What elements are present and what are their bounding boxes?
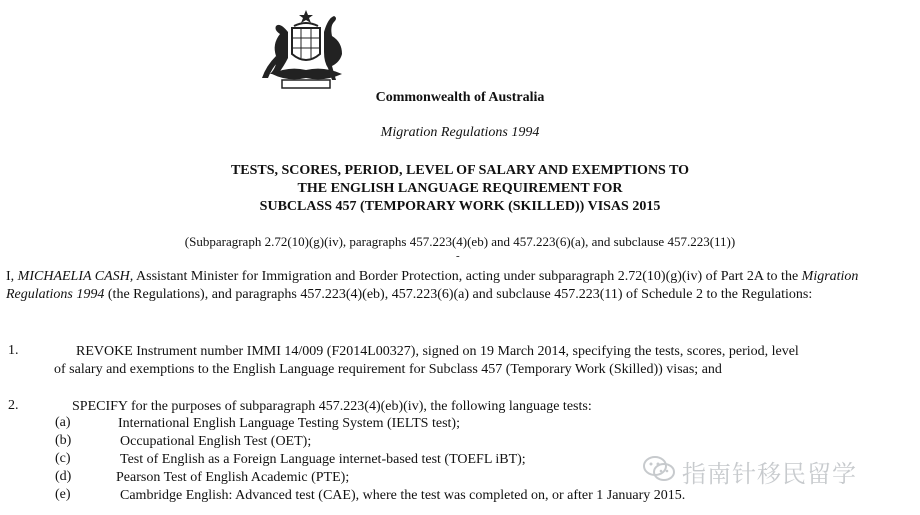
item-1-line-2: of salary and exemptions to the English Language requirement for Subclass 457 (Temporary Work (Skilled)) visas; and (54, 362, 722, 377)
wechat-icon (642, 455, 676, 488)
heading-line-2: THE ENGLISH LANGUAGE REQUIREMENT FOR (297, 181, 623, 196)
subitem-label-c: (c) (55, 451, 71, 466)
subitem-text-d: Pearson Test of English Academic (PTE); (116, 470, 350, 485)
heading-line-1: TESTS, SCORES, PERIOD, LEVEL OF SALARY AND EXEMPTIONS TO (230, 163, 690, 178)
authority-subparagraph: (Subparagraph 2.72(10)(g)(iv), paragraphs 457.223(4)(eb) and 457.223(6)(a), and subclause 457.223(11)) (184, 234, 736, 249)
regulation-title: Migration Regulations 1994 (380, 125, 540, 140)
intro-part-2: (the Regulations), and paragraphs 457.223(4)(eb), 457.223(6)(a) and subclause 457.223(11) of Schedule 2 to the Regulations: (104, 287, 813, 302)
intro-part-1: Assistant Minister for Immigration and Border Protection, acting under subparagraph 2.72(10)(g)(iv) of Part 2A to the (133, 269, 802, 284)
document-heading (0, 162, 920, 216)
item-2-line-1: SPECIFY for the purposes of subparagraph 457.223(4)(eb)(iv), the following language tests: (72, 399, 592, 414)
separator-dash: - (456, 250, 460, 262)
intro-paragraph (6, 268, 916, 304)
subitem-label-d: (d) (55, 469, 72, 484)
watermark (642, 456, 902, 486)
item-number-1: 1. (8, 343, 19, 358)
item-1-line-1: REVOKE Instrument number IMMI 14/009 (F2014L00327), signed on 19 March 2014, specifying the tests, scores, period, level (76, 344, 799, 359)
subitem-text-b: Occupational English Test (OET); (120, 434, 312, 449)
item-number-2: 2. (8, 398, 19, 413)
subitem-text-a: International English Language Testing System (IELTS test); (118, 416, 460, 431)
minister-name: MICHAELIA CASH, (17, 269, 134, 284)
regulation-reference: Migration Regulations 1994 (6, 269, 859, 302)
subitem-text-e: Cambridge English: Advanced test (CAE), where the test was completed on, or after 1 January 2015. (120, 488, 686, 503)
intro-i: I, (6, 269, 15, 284)
subitem-text-c: Test of English as a Foreign Language internet-based test (TOEFL iBT); (120, 452, 526, 467)
coat-of-arms-emblem (258, 8, 354, 90)
org-title: Commonwealth of Australia (375, 90, 545, 105)
subitem-label-a: (a) (55, 415, 71, 430)
subitem-label-b: (b) (55, 433, 72, 448)
subitem-label-e: (e) (55, 487, 71, 502)
heading-line-3: SUBCLASS 457 (TEMPORARY WORK (SKILLED)) VISAS 2015 (259, 199, 661, 214)
watermark-text: 指南针移民留学 (682, 459, 857, 488)
